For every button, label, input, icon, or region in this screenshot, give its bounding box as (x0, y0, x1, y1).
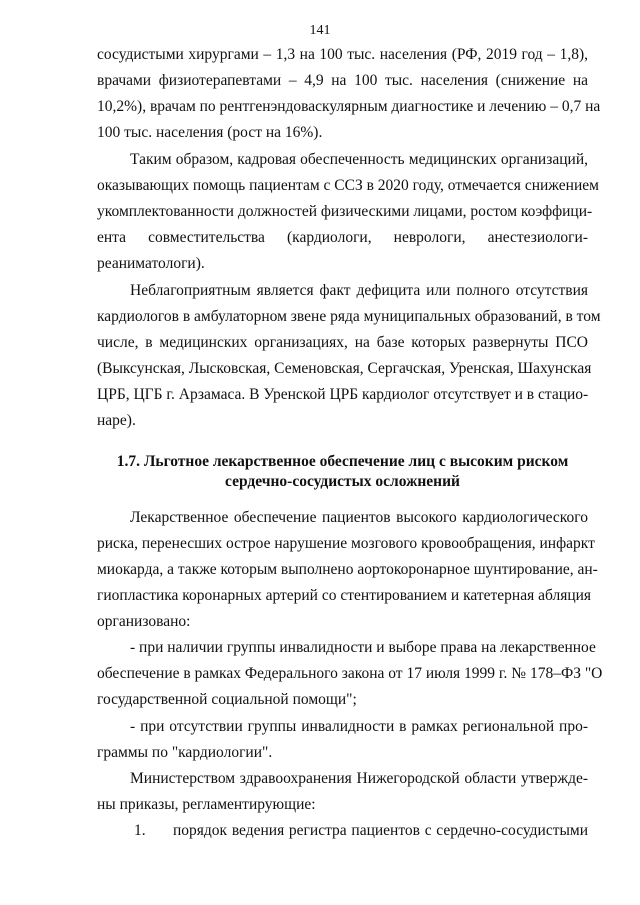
text-line: 100 тыс. населения (рост на 16%). (97, 124, 323, 141)
text-line: Лекарственное обеспечение пациентов высокого кардиологического (130, 509, 588, 526)
text-line: Таким образом, кадровая обеспеченность медицинских организаций, (130, 151, 588, 168)
text-line: (Выксунская, Лысковская, Семеновская, Сергачская, Уренская, Шахунская (97, 360, 592, 377)
text-line: - при наличии группы инвалидности и выборе права на лекарственное (130, 639, 596, 656)
text-line: кардиологов в амбулаторном звене ряда муниципальных образований, в том (97, 308, 601, 325)
text-line: Министерством здравоохранения Нижегородской области утвержде- (130, 770, 588, 787)
text-line: оказывающих помощь пациентам с ССЗ в 2020 году, отмечается снижением (97, 177, 599, 194)
text-line: наре). (97, 412, 136, 429)
text-line: реаниматологи). (97, 255, 205, 272)
text-line: 10,2%), врачам по рентгенэндоваскулярным диагностике и лечению – 0,7 на (97, 98, 601, 115)
text-line: ЦРБ, ЦГБ г. Арзамаса. В Уренской ЦРБ кардиолог отсутствует и в стацио- (97, 386, 589, 403)
section-heading-line-2: сердечно-сосудистых осложнений (225, 473, 460, 490)
text-line: государственной социальной помощи"; (97, 691, 357, 708)
text-line: организовано: (97, 613, 191, 630)
text-line: Неблагоприятным является факт дефицита или полного отсутствия (130, 282, 588, 299)
text-line: ента совместительства (кардиологи, неврологи, анестезиологи- (97, 229, 588, 246)
page-number: 141 (309, 23, 331, 38)
text-line: врачами физиотерапевтами – 4,9 на 100 тыс. населения (снижение на (97, 72, 588, 89)
list-item-number: 1. (134, 822, 146, 839)
text-line: риска, перенесших острое нарушение мозгового кровообращения, инфаркт (97, 535, 595, 552)
text-line: числе, в медицинских организациях, на базе которых развернуты ПСО (97, 334, 588, 351)
text-line: обеспечение в рамках Федерального закона от 17 июля 1999 г. № 178–ФЗ "О (97, 665, 603, 682)
section-heading-line-1: 1.7. Льготное лекарственное обеспечение лиц с высоким риском (116, 453, 569, 470)
text-line: сосудистыми хирургами – 1,3 на 100 тыс. населения (РФ, 2019 год – 1,8), (97, 46, 588, 63)
text-line: - при отсутствии группы инвалидности в рамках региональной про- (130, 718, 588, 735)
text-line: укомплектованности должностей физическими лицами, ростом коэффици- (97, 203, 593, 220)
text-line: граммы по "кардиологии". (97, 744, 273, 761)
list-item-text: порядок ведения регистра пациентов с сердечно-сосудистыми (173, 822, 588, 839)
text-line: миокарда, а также которым выполнено аортокоронарное шунтирование, ан- (97, 561, 598, 578)
text-line: гиопластика коронарных артерий со стентированием и катетерная абляция (97, 587, 592, 604)
text-line: ны приказы, регламентирующие: (97, 796, 316, 813)
